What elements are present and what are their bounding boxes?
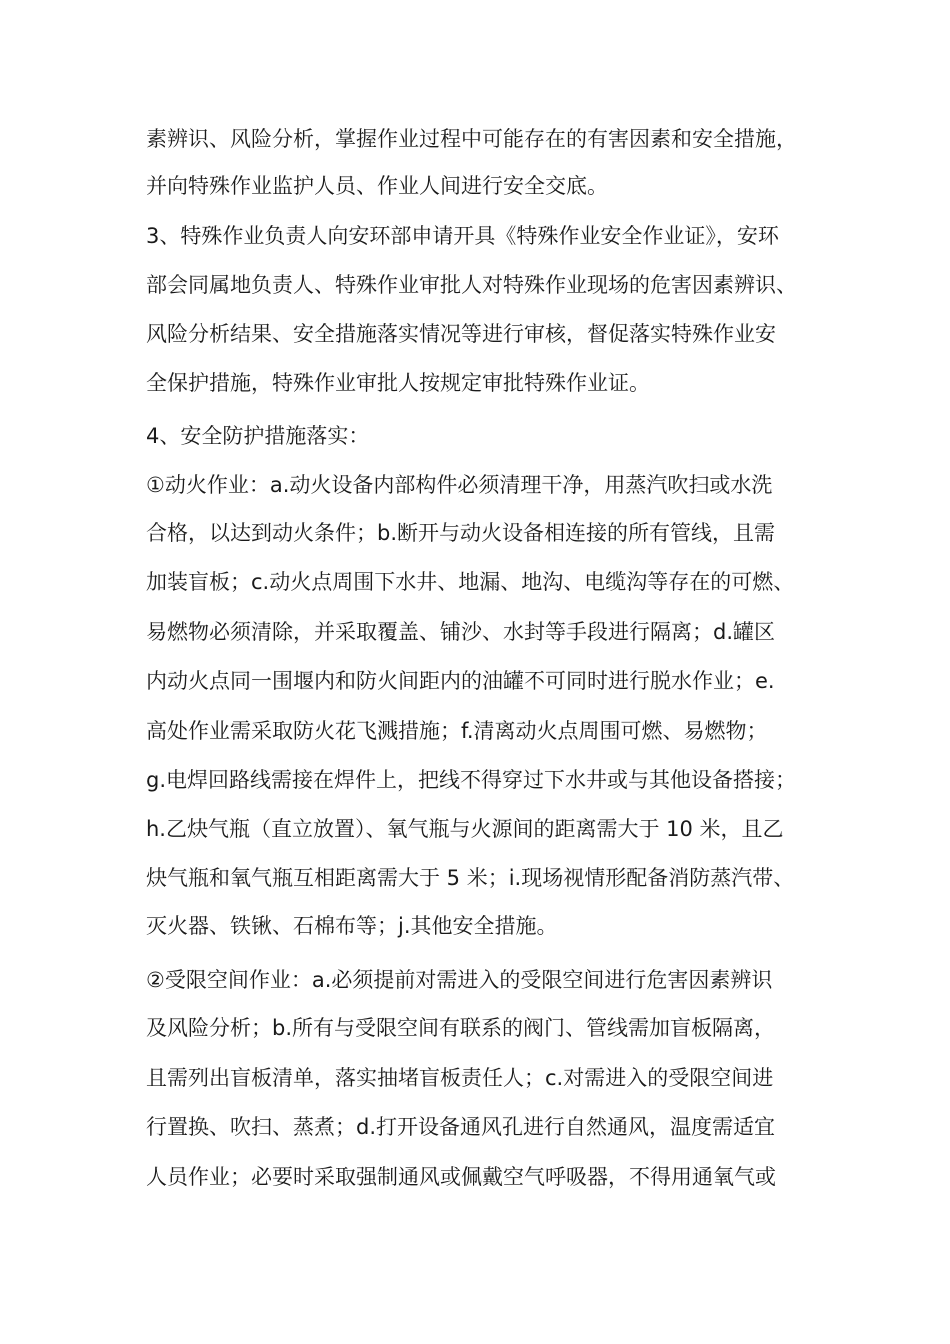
text-line: 灭火器、铁锹、石棉布等；j.其他安全措施。 (146, 914, 558, 938)
text-line: h.乙炔气瓶（直立放置）、氧气瓶与火源间的距离需大于 10 米，且乙 (146, 817, 784, 841)
text-line: 风险分析结果、安全措施落实情况等进行审核，督促落实特殊作业安 (146, 322, 776, 346)
text-line: 且需列出盲板清单，落实抽堵盲板责任人；c.对需进入的受限空间进 (146, 1066, 774, 1090)
text-line: 加装盲板；c.动火点周围下水井、地漏、地沟、电缆沟等存在的可燃、 (146, 570, 795, 594)
text-line: 全保护措施，特殊作业审批人按规定审批特殊作业证。 (146, 371, 650, 395)
text-line: 3、特殊作业负责人向安环部申请开具《特殊作业安全作业证》，安环 (146, 224, 779, 248)
text-line: 并向特殊作业监护人员、作业人间进行安全交底。 (146, 174, 608, 198)
text-line: 人员作业；必要时采取强制通风或佩戴空气呼吸器，不得用通氧气或 (146, 1165, 776, 1189)
text-line: 及风险分析；b.所有与受限空间有联系的阀门、管线需加盲板隔离， (146, 1016, 776, 1040)
text-line: 行置换、吹扫、蒸煮；d.打开设备通风孔进行自然通风，温度需适宜 (146, 1115, 776, 1139)
text-line: 内动火点同一围堰内和防火间距内的油罐不可同时进行脱水作业；e. (146, 669, 775, 693)
text-line: ②受限空间作业：a.必须提前对需进入的受限空间进行危害因素辨识 (146, 968, 773, 992)
text-line: 合格，以达到动火条件；b.断开与动火设备相连接的所有管线，且需 (146, 521, 776, 545)
text-line: 炔气瓶和氧气瓶互相距离需大于 5 米；i.现场视情形配备消防蒸汽带、 (146, 866, 795, 890)
text-line: 高处作业需采取防火花飞溅措施；f.清离动火点周围可燃、易燃物； (146, 719, 768, 743)
text-line: 素辨识、风险分析，掌握作业过程中可能存在的有害因素和安全措施， (146, 127, 797, 151)
text-line: 部会同属地负责人、特殊作业审批人对特殊作业现场的危害因素辨识、 (146, 273, 797, 297)
text-line: 易燃物必须清除，并采取覆盖、铺沙、水封等手段进行隔离；d.罐区 (146, 620, 776, 644)
text-line: 4、安全防护措施落实： (146, 424, 370, 448)
text-line: g.电焊回路线需接在焊件上，把线不得穿过下水井或与其他设备搭接； (146, 768, 797, 792)
text-line: ①动火作业：a.动火设备内部构件必须清理干净，用蒸汽吹扫或水洗 (146, 473, 773, 497)
